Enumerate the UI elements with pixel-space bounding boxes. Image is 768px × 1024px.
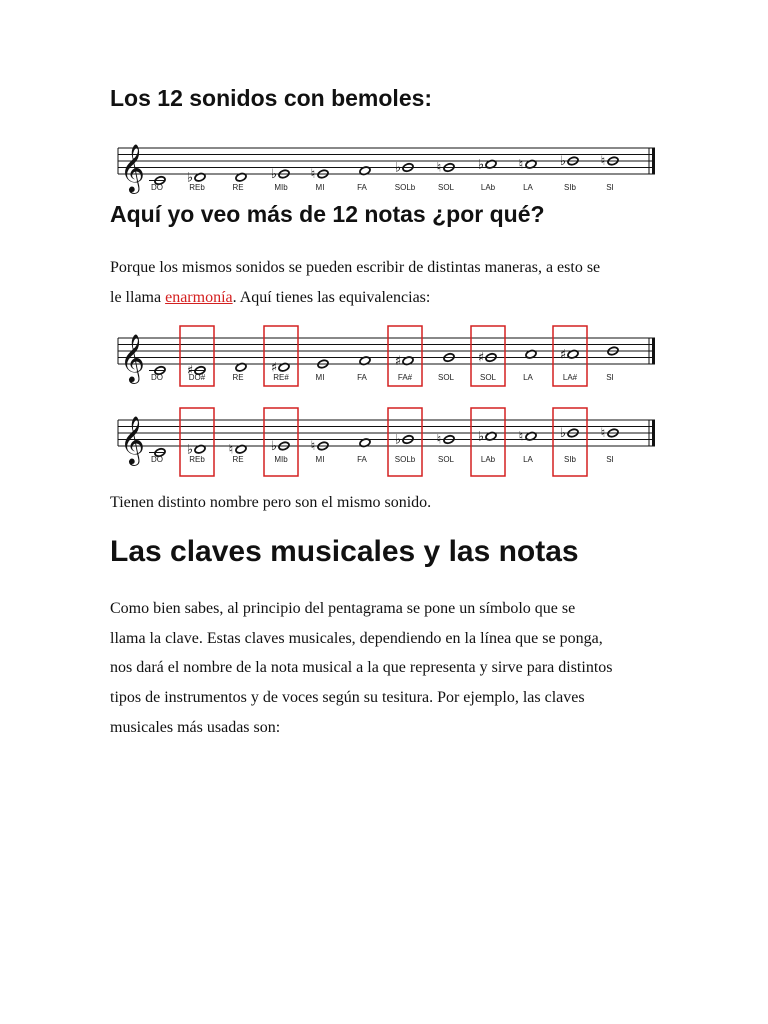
- staff-flats-equivalent: [0, 412, 768, 482]
- natural-icon: ♮: [518, 157, 524, 173]
- sharp-icon: ♯: [186, 363, 194, 379]
- note-label: LA: [523, 373, 533, 382]
- flat-icon: ♭: [477, 157, 485, 173]
- flat-icon: ♭: [477, 429, 485, 445]
- note-label: FA: [357, 373, 367, 382]
- note-label: SIb: [563, 183, 577, 192]
- note-label: LA#: [562, 373, 578, 382]
- heading-question: Aquí yo veo más de 12 notas ¿por qué?: [110, 201, 545, 227]
- highlight-box: [388, 408, 422, 476]
- paragraph-clefs-line: llama la clave. Estas claves musicales, dependiendo en la línea que se ponga,: [110, 630, 603, 647]
- text-segment: . Aquí tienes las equivalencias:: [232, 289, 431, 306]
- flat-icon: ♭: [270, 439, 278, 454]
- note-label: SI: [606, 183, 614, 192]
- note-label: MIb: [274, 455, 288, 464]
- flat-icon: ♭: [394, 432, 402, 448]
- treble-clef-icon: 𝄞: [120, 333, 145, 382]
- sharp-icon: ♯: [394, 353, 402, 369]
- paragraph-enharmonic-line2: [110, 289, 430, 307]
- highlight-box: [264, 408, 298, 476]
- note-label: SOLb: [394, 183, 416, 192]
- note-label: RE: [232, 455, 244, 464]
- note-label: SIb: [563, 455, 577, 464]
- text-segment: le llama: [110, 289, 166, 306]
- paragraph-enharmonic-line1: Porque los mismos sonidos se pueden escribir de distintas maneras, a esto se: [110, 259, 601, 276]
- paragraph-clefs-line: tipos de instrumentos y de voces según su tesitura. Por ejemplo, las claves: [110, 689, 585, 706]
- flat-icon: ♭: [559, 154, 567, 169]
- flat-icon: ♭: [559, 426, 567, 441]
- note-label: SOLb: [394, 455, 416, 464]
- note-label: RE: [232, 373, 244, 382]
- note-label: LA: [523, 183, 533, 192]
- paragraph-same-sound: Tienen distinto nombre pero son el mismo sonido.: [110, 494, 432, 511]
- sharp-icon: ♯: [270, 360, 278, 376]
- flat-icon: ♭: [186, 442, 194, 458]
- natural-icon: ♮: [228, 442, 234, 458]
- natural-icon: ♮: [518, 429, 524, 445]
- final-barline-thick: [652, 338, 655, 364]
- note-label: DO: [151, 455, 163, 464]
- note-label: MI: [315, 183, 325, 192]
- natural-icon: ♮: [310, 167, 316, 182]
- sharp-icon: ♯: [477, 350, 485, 366]
- note-label: LAb: [480, 183, 496, 192]
- natural-icon: ♮: [310, 439, 316, 454]
- note-label: RE: [232, 183, 244, 192]
- note-label: FA#: [397, 373, 413, 382]
- note-label: SOL: [437, 373, 455, 382]
- flat-icon: ♭: [394, 160, 402, 176]
- note-label: REb: [189, 183, 205, 192]
- natural-icon: ♮: [436, 432, 442, 448]
- flat-icon: ♭: [186, 170, 194, 186]
- final-barline-thick: [652, 420, 655, 446]
- heading-clefs: Las claves musicales y las notas: [110, 535, 579, 568]
- paragraph-clefs-line: Como bien sabes, al principio del pentagrama se pone un símbolo que se: [110, 600, 576, 617]
- note-label: SOL: [437, 183, 455, 192]
- staff-sharps: [0, 330, 768, 392]
- note-label: FA: [357, 455, 367, 464]
- note-label: FA: [357, 183, 367, 192]
- note-label: SOL: [479, 373, 497, 382]
- treble-clef-icon: 𝄞: [120, 415, 145, 464]
- note-label: MI: [315, 373, 325, 382]
- note-label: DO: [151, 373, 163, 382]
- highlight-box: [471, 408, 505, 476]
- paragraph-clefs-line: nos dará el nombre de la nota musical a la que representa y sirve para distintos: [110, 659, 613, 676]
- note-label: MI: [315, 455, 325, 464]
- note-label: DO#: [188, 373, 206, 382]
- paragraph-clefs-line: musicales más usadas son:: [110, 719, 281, 736]
- natural-icon: ♮: [436, 160, 442, 176]
- natural-icon: ♮: [600, 154, 606, 169]
- note-label: REb: [189, 455, 205, 464]
- note-label: SOL: [437, 455, 455, 464]
- flat-icon: ♭: [270, 167, 278, 182]
- natural-icon: ♮: [600, 426, 606, 441]
- treble-clef-icon: 𝄞: [120, 143, 145, 192]
- note-label: LA: [523, 455, 533, 464]
- note-label: SI: [606, 373, 614, 382]
- heading-flats: Los 12 sonidos con bemoles:: [110, 85, 433, 111]
- staff-flats: [0, 140, 768, 200]
- highlight-box: [553, 408, 587, 476]
- highlight-box: [180, 408, 214, 476]
- note-label: DO: [151, 183, 163, 192]
- note-label: RE#: [273, 373, 289, 382]
- note-label: MIb: [274, 183, 288, 192]
- enharmonic-link[interactable]: enarmonía: [165, 289, 233, 306]
- final-barline-thick: [652, 148, 655, 174]
- sharp-icon: ♯: [559, 347, 567, 363]
- note-label: LAb: [480, 455, 496, 464]
- note-label: SI: [606, 455, 614, 464]
